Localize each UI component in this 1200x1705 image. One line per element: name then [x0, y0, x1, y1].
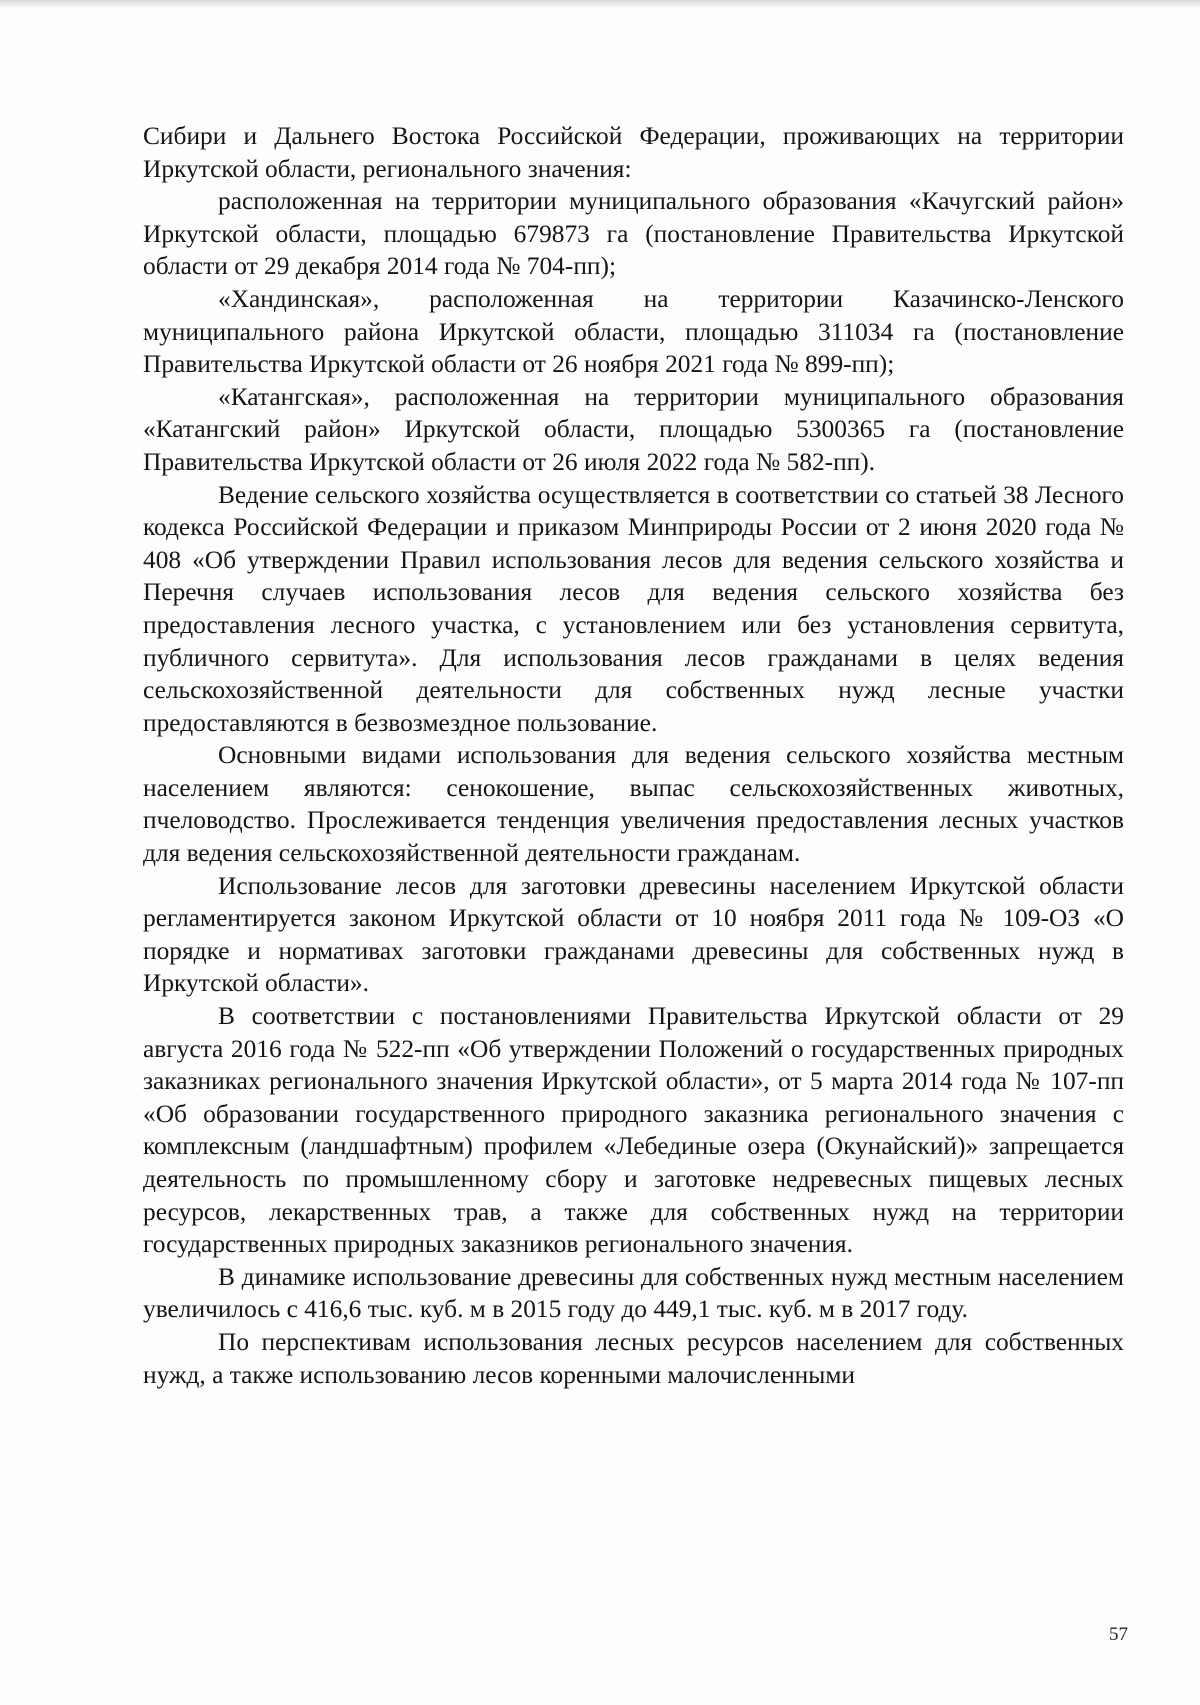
paragraph-agriculture: Ведение сельского хозяйства осуществляется в соответствии со статьей 38 Лесного кодекса Российской Федерации и приказом Минприроды России от 2 июня 2020 года № 408 «Об утверждении Правил использования лесов для ведения сельского хозяйства и Перечня случаев использования лесов для ведения сельского хозяйства без предоставления лесного участка, с установлением или без установления сервитута, публичного сервитута». Для использования лесов гражданами в целях ведения сельскохозяйственной деятельности для собственных нужд лесные участки предоставляются в безвозмездное пользование. [143, 480, 1124, 737]
paragraph-katangskaya: «Катангская», расположенная на территории муниципального образования «Катангский район» Иркутской области, площадью 5300365 га (постановление Правительства Иркутской области от 26 июля 2022 года № 582-пп). [143, 382, 1124, 476]
paragraph-reserves: В соответствии с постановлениями Правительства Иркутской области от 29 августа 2016 года № 522-пп «Об утверждении Положений о государственных природных заказниках регионального значения Иркутской области», от 5 марта 2014 года № 107-пп «Об образовании государственного природного заказника регионального значения с комплексным (ландшафтным) профилем «Лебединые озера (Окунайский)» запрещается деятельность по промышленному сбору и заготовке недревесных пищевых лесных ресурсов, лекарственных трав, а также для собственных нужд на территории государственных природных заказников регионального значения. [143, 1002, 1124, 1259]
page-number: 57 [1109, 1624, 1128, 1645]
paragraph-khandinskaya: «Хандинская», расположенная на территории Казачинско-Ленского муниципального района Иркутской области, площадью 311034 га (постановление Правительства Иркутской области от 26 ноября 2021 года № 899-пп); [143, 284, 1124, 379]
paragraph-continuation: Сибири и Дальнего Востока Российской Федерации, проживающих на территории Иркутской области, регионального значения: [143, 122, 1124, 183]
paragraph-main-uses: Основными видами использования для ведения сельского хозяйства местным населением являются: сенокошение, выпас сельскохозяйственных животных, пчеловодство. Прослеживается тенденция увеличения предоставления лесных участков для ведения сельскохозяйственной деятельности гражданам. [143, 741, 1124, 868]
scan-edge-shadow [0, 0, 1200, 8]
document-body [143, 120, 1124, 1391]
paragraph-prospects: По перспективам использования лесных ресурсов населением для собственных нужд, а также использованию лесов коренными малочисленными [143, 1327, 1124, 1389]
paragraph-timber-harvesting: Использование лесов для заготовки древесины населением Иркутской области регламентируется законом Иркутской области от 10 ноября 2011 года № 109-ОЗ «О порядке и нормативах заготовки гражданами древесины для собственных нужд в Иркутской области». [143, 871, 1124, 998]
paragraph-kachugsky: расположенная на территории муниципального образования «Качугский район» Иркутской области, площадью 679873 га (постановление Правительства Иркутской области от 29 декабря 2014 года № 704-пп); [143, 187, 1124, 281]
paragraph-dynamics: В динамике использование древесины для собственных нужд местным населением увеличилось с 416,6 тыс. куб. м в 2015 году до 449,1 тыс. куб. м в 2017 году. [143, 1262, 1124, 1324]
